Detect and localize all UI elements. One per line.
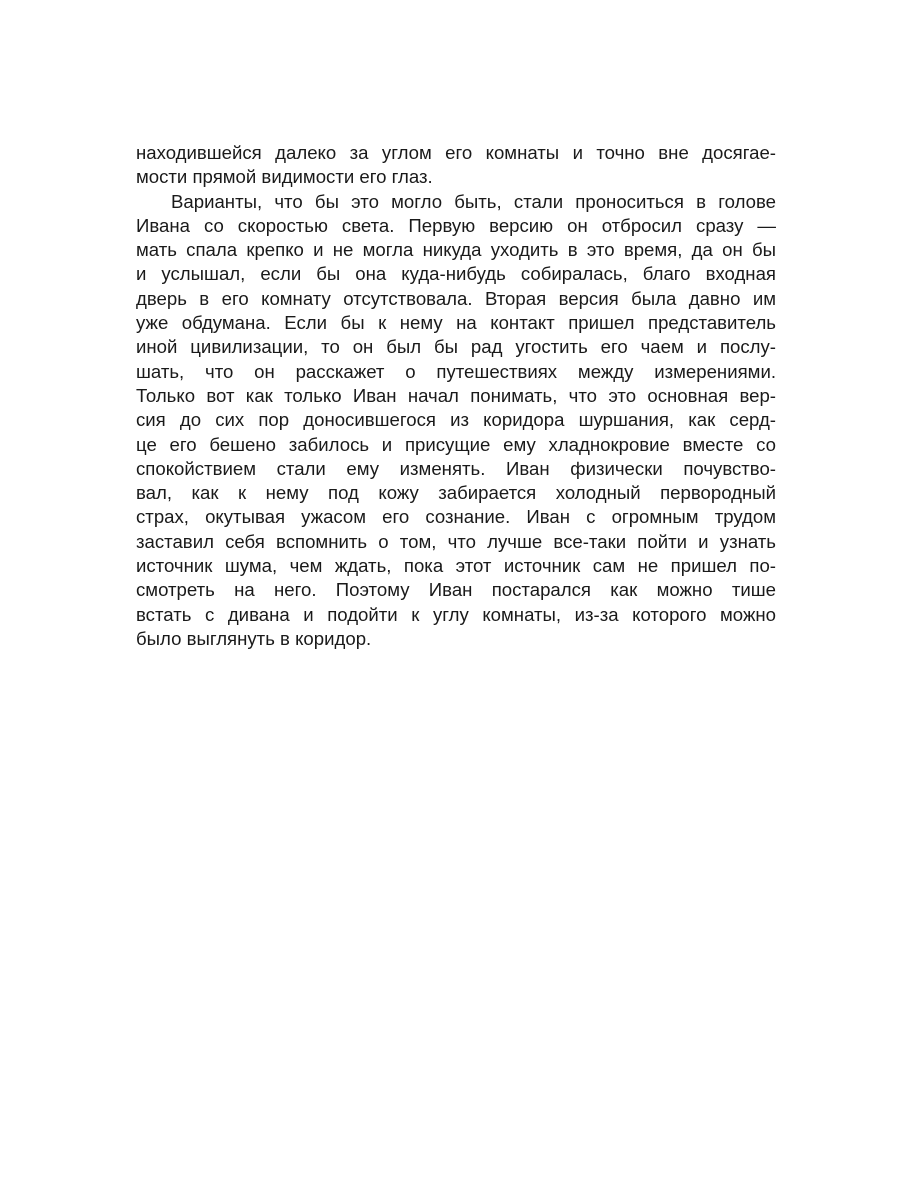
text-line: дверь в его комнату отсутствовала. Вторая версия была давно им [136, 287, 776, 309]
text-line: Только вот как только Иван начал понимать, что это основная вер- [136, 384, 776, 406]
text-line: вал, как к нему под кожу забирается холодный первородный [136, 482, 776, 504]
text-line: спокойствием стали ему изменять. Иван физически почувство- [136, 457, 776, 479]
text-line: иной цивилизации, то он был бы рад угостить его чаем и послу- [136, 336, 776, 358]
text-line: мости прямой видимости его глаз. [136, 166, 433, 188]
text-line: было выглянуть в коридор. [136, 627, 372, 649]
paragraph-first-line: Варианты, что бы это могло быть, стали проноситься в голове [171, 190, 776, 212]
text-line: мать спала крепко и не могла никуда уходить в это время, да он бы [136, 239, 776, 261]
text-line: источник шума, чем ждать, пока этот источник сам не пришел по- [136, 555, 776, 577]
text-line: шать, что он расскажет о путешествиях между измерениями. [136, 360, 776, 382]
text-line: страх, окутывая ужасом его сознание. Иван с огромным трудом [136, 506, 776, 528]
text-line: и услышал, если бы она куда-нибудь собиралась, благо входная [136, 263, 776, 285]
text-line: уже обдумана. Если бы к нему на контакт пришел представитель [136, 312, 776, 334]
text-line: находившейся далеко за углом его комнаты и точно вне досягае- [136, 142, 776, 163]
text-line: встать с дивана и подойти к углу комнаты, из-за которого можно [136, 603, 776, 625]
text-line: сия до сих пор доносившегося из коридора шуршания, как серд- [136, 409, 776, 431]
text-line: смотреть на него. Поэтому Иван постарался как можно тише [136, 579, 776, 601]
text-line: заставил себя вспомнить о том, что лучше все-таки пойти и узнать [136, 530, 776, 552]
text-line: це его бешено забилось и присущие ему хладнокровие вместе со [136, 433, 776, 455]
body-text [136, 141, 776, 651]
text-line: Ивана со скоростью света. Первую версию он отбросил сразу — [136, 214, 776, 236]
